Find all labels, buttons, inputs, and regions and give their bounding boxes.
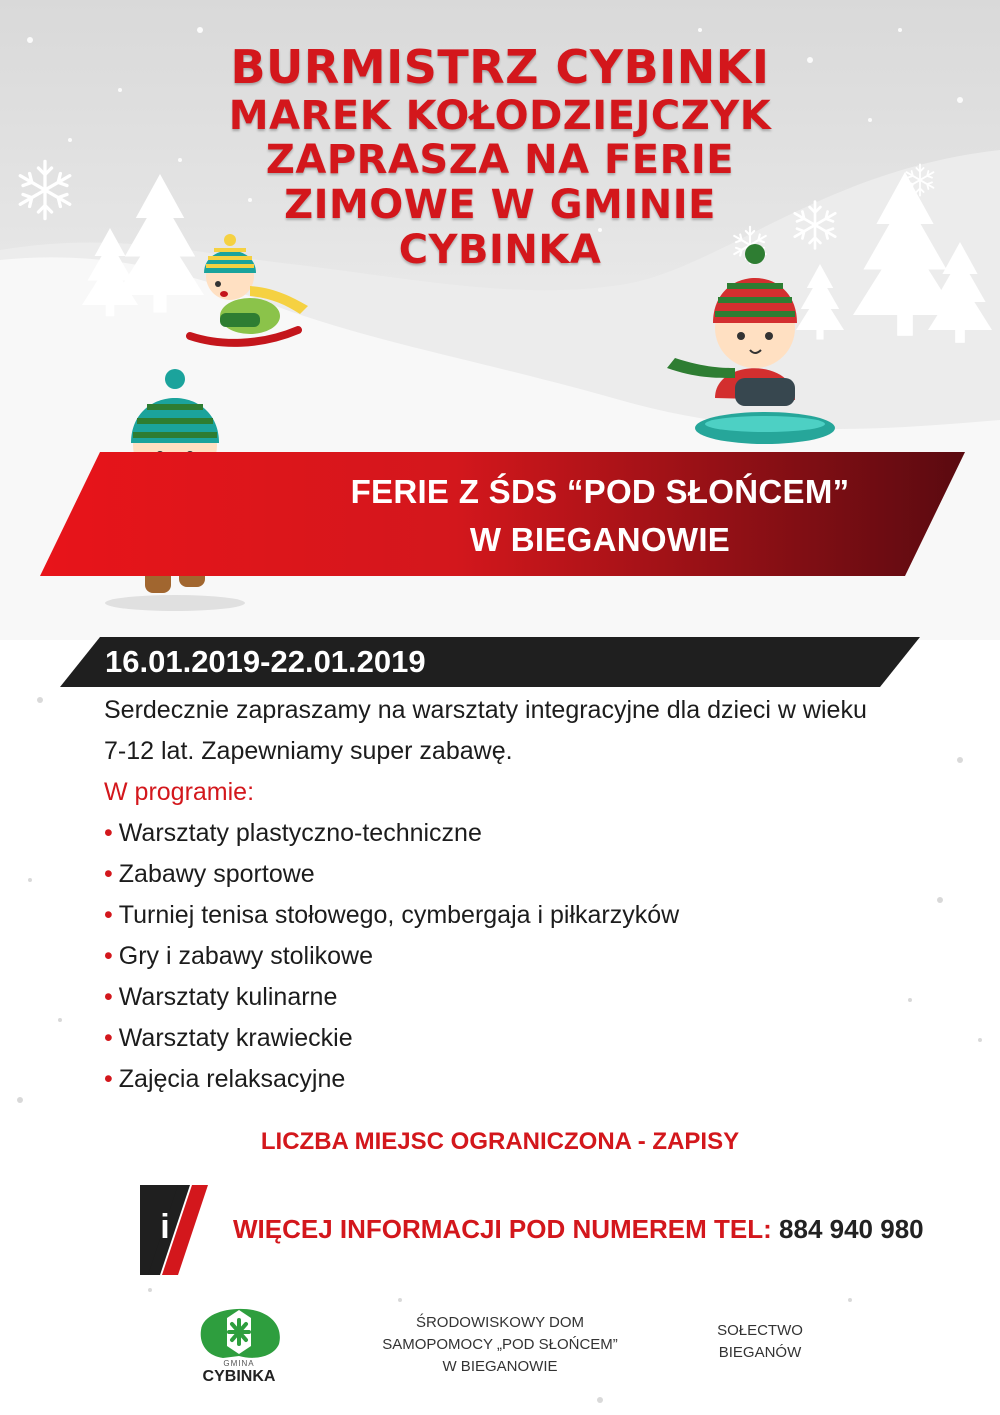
bullet: •	[104, 1065, 113, 1093]
phone-number: 884 940 980	[779, 1214, 924, 1244]
title-line-5: CYBINKA	[398, 226, 602, 273]
bullet: •	[104, 901, 113, 929]
title-line-3: ZAPRASZA NA FERIE	[265, 137, 735, 184]
header-title	[0, 42, 1000, 273]
list-item: • Gry i zabawy stolikowe	[104, 942, 374, 970]
places-notice: LICZBA MIEJSC OGRANICZONA - ZAPISY	[260, 1128, 740, 1155]
title-line-2: MAREK KOŁODZIEJCZYK	[228, 92, 772, 139]
event-banner	[270, 468, 930, 564]
contact-label: WIĘCEJ INFORMACJI POD NUMEREM TEL:	[233, 1214, 772, 1244]
bullet: •	[104, 942, 113, 970]
bullet: •	[104, 860, 113, 888]
sledding-kid-illustration	[655, 228, 835, 448]
logo-small-text: GMINA	[223, 1359, 255, 1368]
event-description	[104, 690, 884, 1100]
list-item: • Warsztaty krawieckie	[104, 1024, 353, 1052]
bullet: •	[104, 983, 113, 1011]
footer-solectwo: SOŁECTWO BIEGANÓW	[717, 1322, 803, 1361]
logo-cross-icon	[227, 1310, 251, 1354]
program-heading: W programie:	[104, 778, 255, 806]
info-icon: i	[160, 1208, 170, 1246]
banner-line-2: W BIEGANOWIE	[469, 520, 731, 558]
program-list	[104, 813, 884, 1100]
title-line-4: ZIMOWE W GMINIE	[284, 182, 716, 229]
logo-big-text: CYBINKA	[202, 1368, 276, 1385]
contact-info	[233, 1214, 924, 1245]
intro-line-1: Serdecznie zapraszamy na warsztaty integracyjne dla dzieci w wieku	[104, 696, 867, 724]
title-line-1: BURMISTRZ CYBINKI	[230, 40, 770, 94]
event-dates: 16.01.2019-22.01.2019	[105, 644, 426, 679]
sledding-kid-illustration	[180, 218, 320, 358]
list-item: • Turniej tenisa stołowego, cymbergaja i piłkarzyków	[104, 901, 680, 929]
list-item: • Zajęcia relaksacyjne	[104, 1065, 346, 1093]
list-item: • Zabawy sportowe	[104, 860, 315, 888]
footer-organizer: ŚRODOWISKOWY DOM SAMOPOMOCY „POD SŁOŃCEM” W BIEGANOWIE	[382, 1314, 618, 1375]
list-item: • Warsztaty plastyczno-techniczne	[104, 819, 482, 847]
list-item: • Warsztaty kulinarne	[104, 983, 338, 1011]
intro-line-2: 7-12 lat. Zapewniamy super zabawę.	[104, 737, 513, 765]
bullet: •	[104, 1024, 113, 1052]
bullet: •	[104, 819, 113, 847]
banner-line-1: FERIE Z ŚDS “POD SŁOŃCEM”	[350, 473, 850, 510]
